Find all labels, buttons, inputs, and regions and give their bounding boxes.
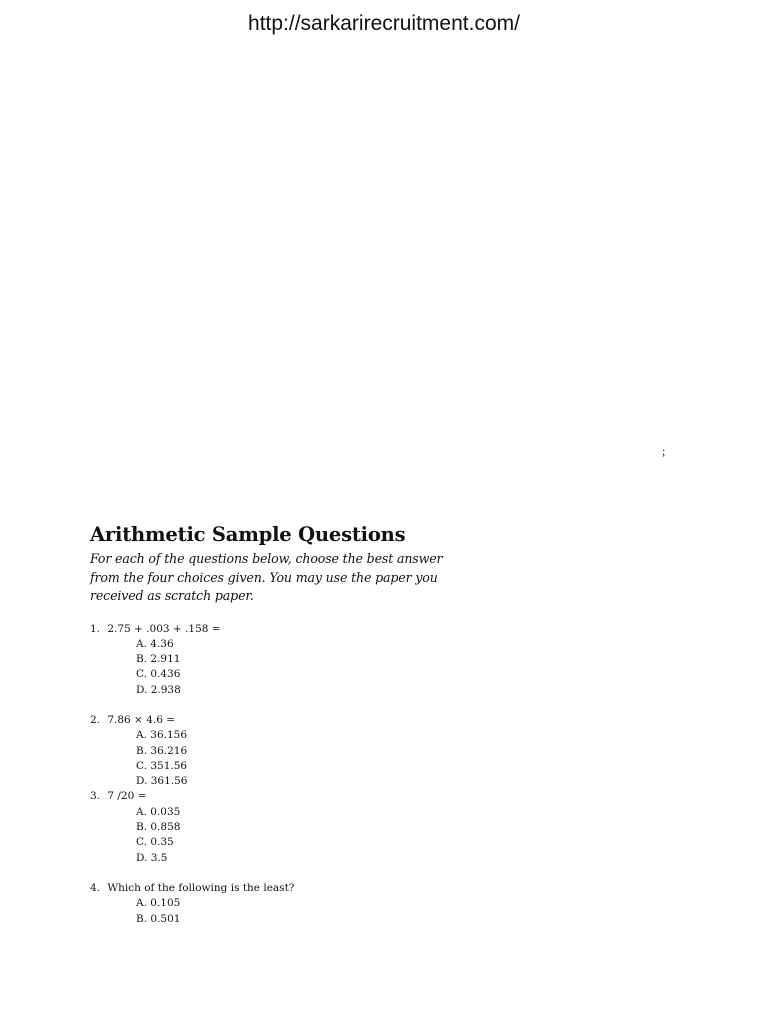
answer-choice: C. 0.436 xyxy=(136,668,181,681)
answer-choice: A. 4.36 xyxy=(136,637,174,650)
answer-choice: A. 0.105 xyxy=(136,897,181,910)
question-2 xyxy=(90,713,450,789)
question-3 xyxy=(90,789,450,865)
question-line xyxy=(90,713,450,728)
question-number: 2. xyxy=(90,713,101,726)
instructions-line: received as scratch paper. xyxy=(90,588,254,603)
answer-choice: A. 36.156 xyxy=(136,729,187,742)
stray-mark: ; xyxy=(662,444,666,458)
answer-choice: B. 0.858 xyxy=(136,821,181,834)
question-number: 1. xyxy=(90,622,101,635)
question-1 xyxy=(90,622,450,698)
instructions-line: For each of the questions below, choose the best answer xyxy=(90,551,443,566)
question-4 xyxy=(90,881,450,927)
answer-choices xyxy=(90,896,450,927)
question-prompt: 7.86 × 4.6 = xyxy=(107,713,176,726)
answer-choice: C. 0.35 xyxy=(136,836,174,849)
document-title: Arithmetic Sample Questions xyxy=(90,523,406,546)
instructions-line: from the four choices given. You may use the paper you xyxy=(90,569,438,585)
answer-choice: A. 0.035 xyxy=(136,805,181,818)
answer-choices xyxy=(90,637,450,698)
document-content xyxy=(90,520,450,927)
page-url-header: http://sarkarirecruitment.com/ xyxy=(248,12,520,35)
question-list xyxy=(90,622,450,927)
answer-choice: D. 361.56 xyxy=(136,775,188,788)
answer-choices xyxy=(90,728,450,789)
question-prompt: 2.75 + .003 + .158 = xyxy=(107,622,221,635)
answer-choice: C. 351.56 xyxy=(136,759,188,772)
question-prompt: 7 /20 = xyxy=(107,790,147,803)
question-number: 3. xyxy=(90,790,101,803)
instructions xyxy=(90,550,450,606)
question-line xyxy=(90,622,450,637)
question-line xyxy=(90,881,450,896)
answer-choices xyxy=(90,805,450,866)
question-line xyxy=(90,789,450,804)
answer-choice: B. 2.911 xyxy=(136,653,181,666)
question-number: 4. xyxy=(90,881,101,894)
answer-choice: B. 36.216 xyxy=(136,744,188,757)
answer-choice: D. 2.938 xyxy=(136,683,181,696)
answer-choice: B. 0.501 xyxy=(136,912,181,925)
answer-choice: D. 3.5 xyxy=(136,851,168,864)
question-prompt: Which of the following is the least? xyxy=(107,881,295,894)
